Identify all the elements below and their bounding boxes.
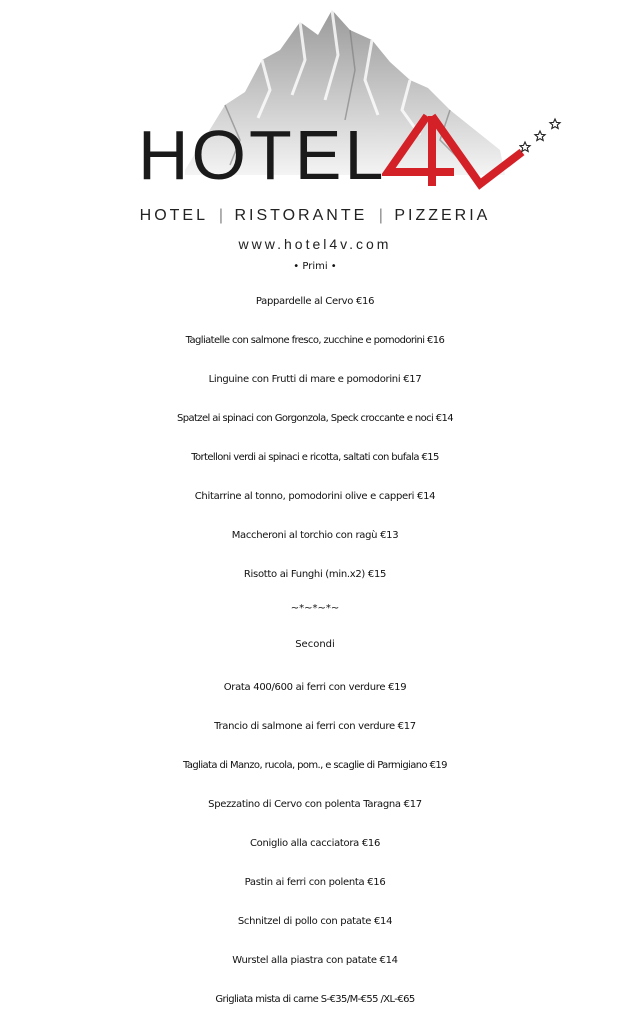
menu-item: Tortelloni verdi ai spinaci e ricotta, saltati con bufala €15: [191, 452, 439, 463]
logo-4v-mark: [382, 112, 532, 192]
website-url: www.hotel4v.com: [238, 236, 392, 252]
stars-icon: [519, 116, 563, 156]
menu-item: Pappardelle al Cervo €16: [255, 296, 375, 307]
tagline-separator: |: [378, 207, 383, 224]
menu-item: Chitarrine al tonno, pomodorini olive e capperi €14: [194, 491, 436, 502]
hotel-logo: [0, 0, 630, 265]
menu-item: Maccheroni al torchio con ragù €13: [231, 530, 399, 541]
tagline-separator: |: [218, 207, 223, 224]
section-title-primi: • Primi •: [293, 261, 337, 272]
menu-item: Grigliata mista di carne S-€35/M-€55 /XL-€65: [215, 994, 415, 1005]
section-title-secondi: Secondi: [295, 639, 335, 650]
menu-item: Trancio di salmone ai ferri con verdure €17: [214, 721, 416, 732]
menu-item: Pastin ai ferri con polenta €16: [244, 877, 386, 888]
menu-item: Wurstel alla piastra con patate €14: [232, 955, 398, 966]
tagline-hotel: HOTEL: [139, 207, 208, 224]
tagline-pizzeria: PIZZERIA: [394, 207, 491, 224]
menu-item: Spatzel ai spinaci con Gorgonzola, Speck croccante e noci €14: [176, 413, 454, 424]
section-divider: ~*~*~*~: [290, 603, 340, 614]
menu-item: Orata 400/600 ai ferri con verdure €19: [223, 682, 407, 693]
menu-list: [0, 252, 630, 1019]
menu-item: Coniglio alla cacciatora €16: [249, 838, 381, 849]
menu-item: Linguine con Frutti di mare e pomodorini €17: [208, 374, 422, 385]
menu-item: Schnitzel di pollo con patate €14: [237, 916, 393, 927]
menu-item: Tagliatelle con salmone fresco, zucchine e pomodorini €16: [185, 335, 445, 346]
tagline-ristorante: RISTORANTE: [234, 207, 368, 224]
logo-tagline: [0, 207, 630, 225]
menu-item: Tagliata di Manzo, rucola, pom., e scaglie di Parmigiano €19: [183, 760, 447, 771]
menu-item: Spezzatino di Cervo con polenta Taragna €17: [208, 799, 422, 810]
brand-wordmark: HOTEL: [138, 116, 387, 194]
menu-item: Risotto ai Funghi (min.x2) €15: [243, 569, 387, 580]
